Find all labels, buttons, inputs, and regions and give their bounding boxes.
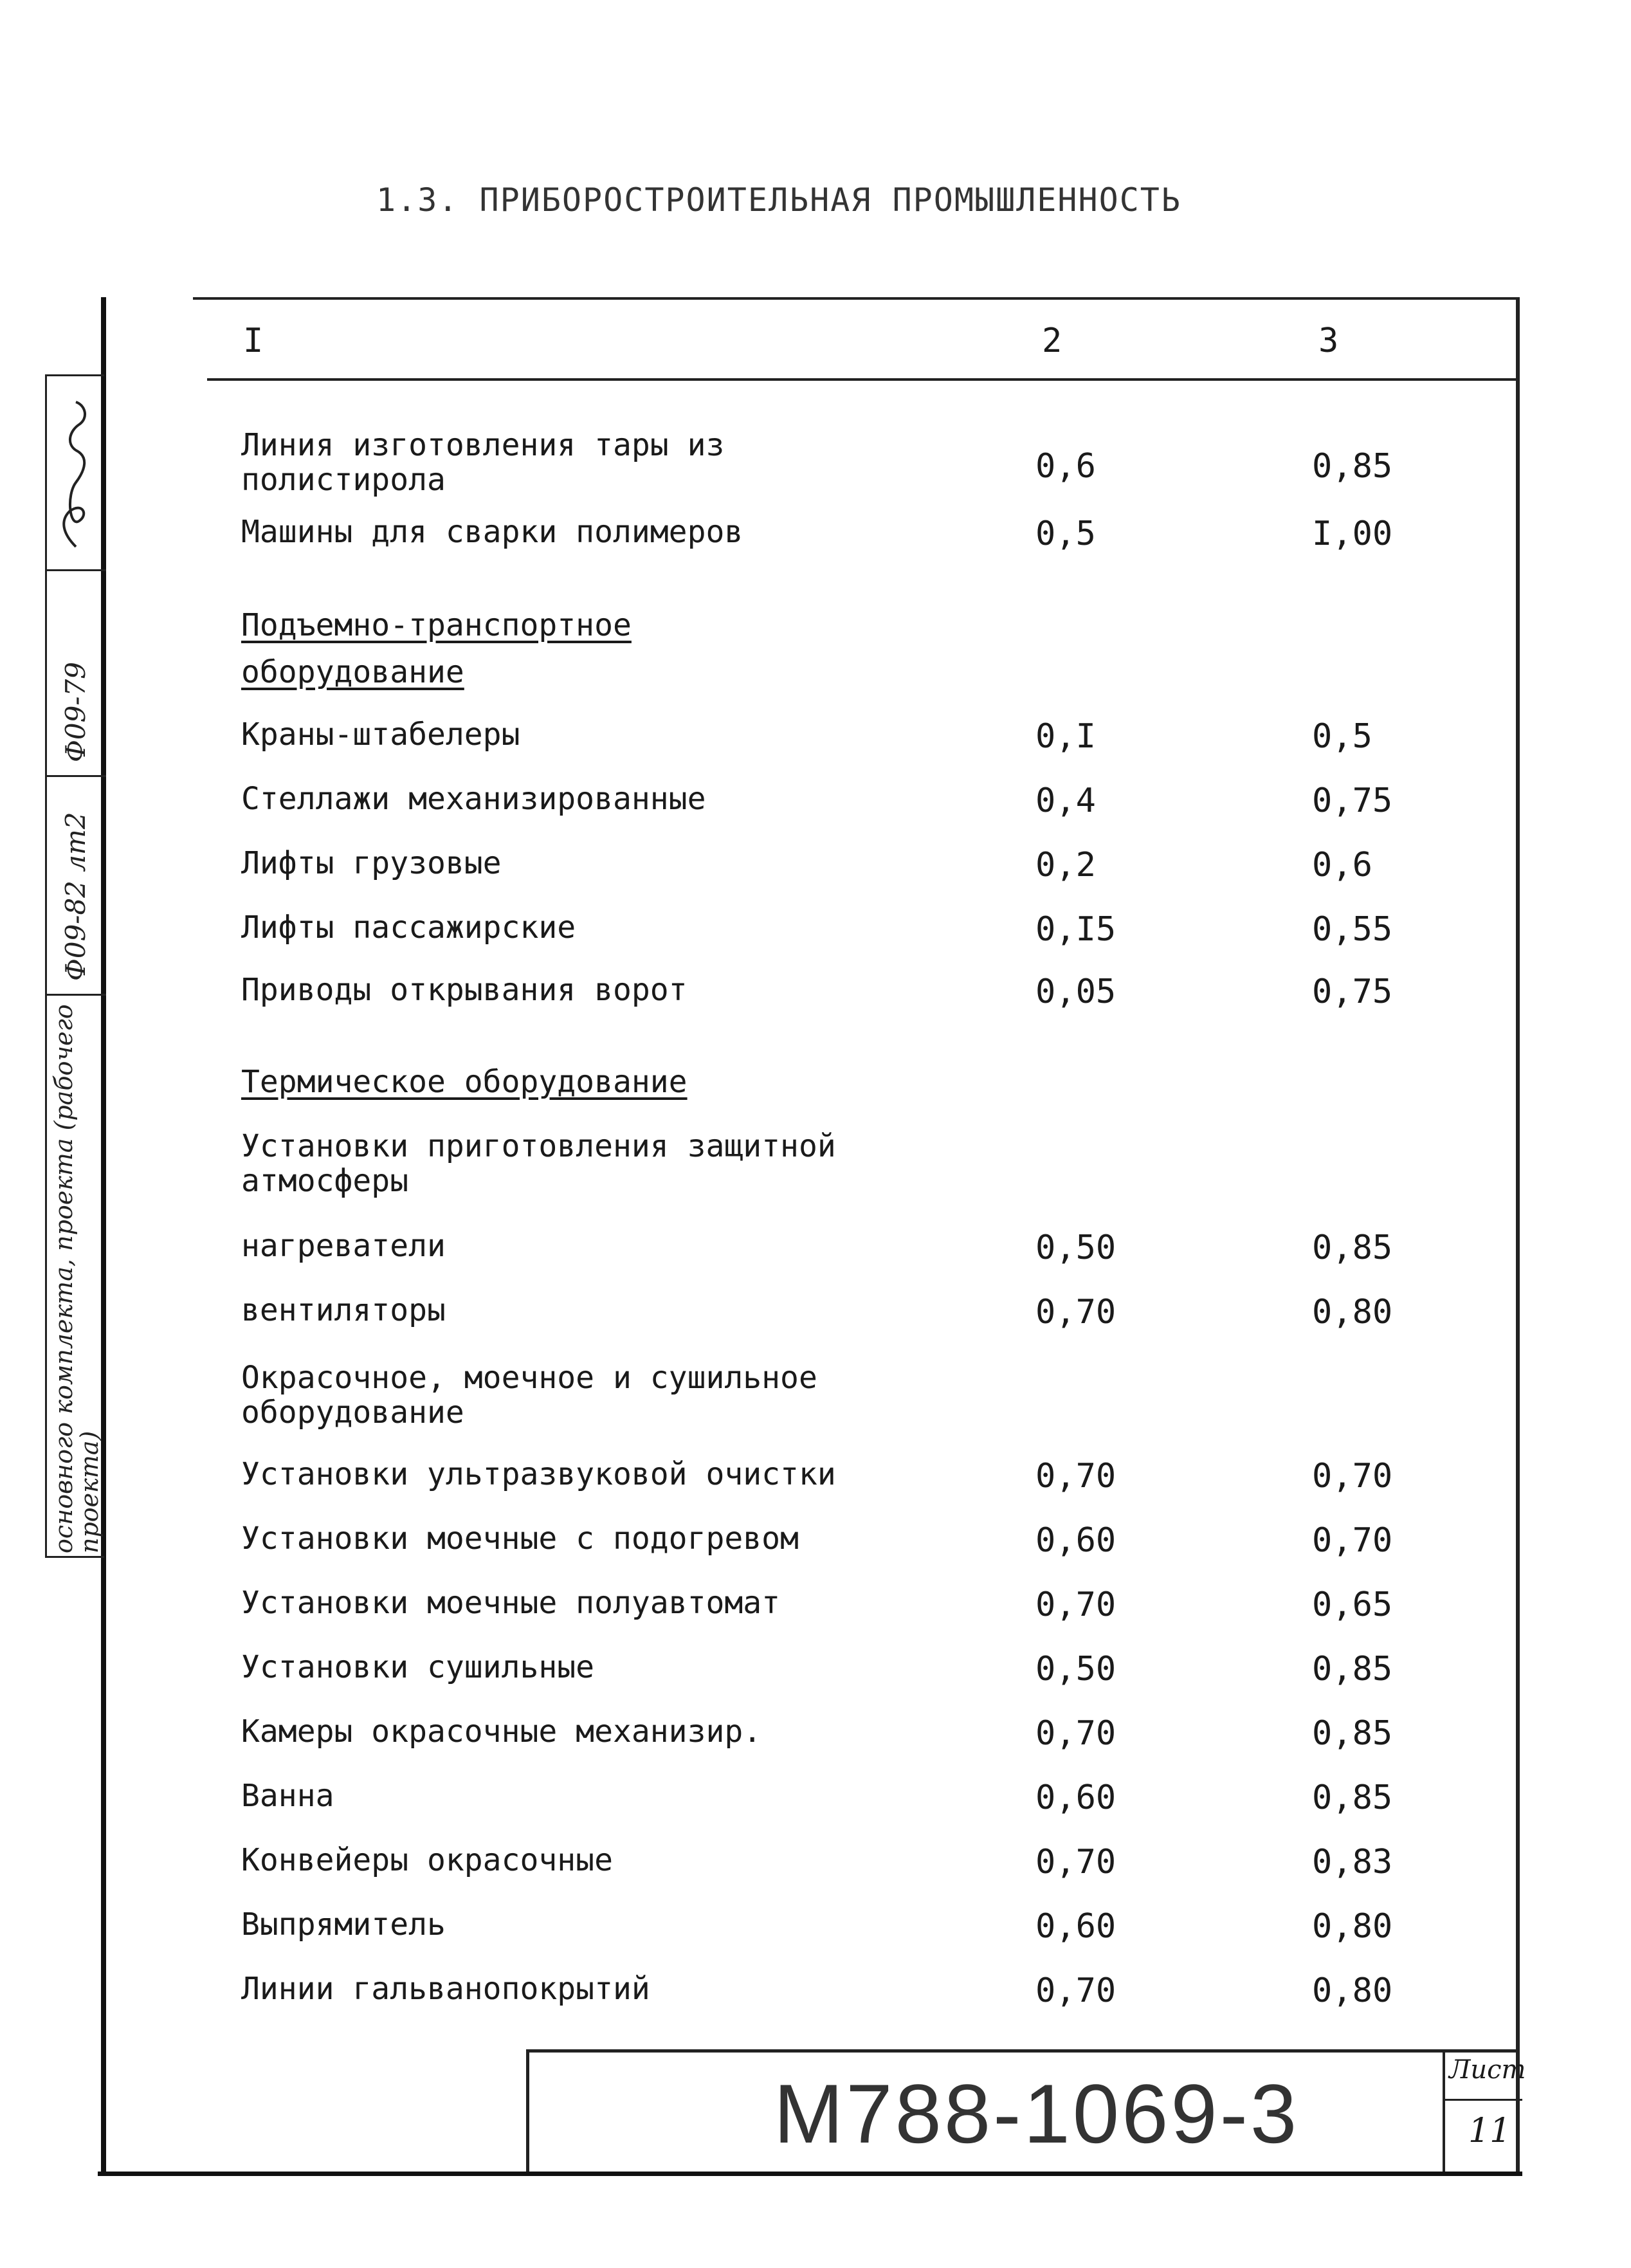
row-value-col2: 0,50 [1035,1650,1116,1688]
row-value-col2: 0,I5 [1035,910,1116,949]
row-label: Лифты пассажирские [241,910,576,946]
row-value-col3: 0,80 [1312,1971,1393,2010]
row-label: Установки сушильные [241,1649,595,1685]
row-label: Установки моечные с подогревом [241,1521,799,1557]
row-value-col3: 0,5 [1312,717,1372,756]
row-label: Выпрямитель [241,1907,446,1943]
row-label: Краны-штабелеры [241,717,520,753]
row-label: Конвейеры окрасочные [241,1842,613,1878]
row-label: вентиляторы [241,1292,446,1328]
table-top-border [193,297,1520,300]
row-value-col3: 0,75 [1312,973,1393,1011]
row-value-col2: 0,6 [1035,447,1096,486]
row-value-col2: 0,60 [1035,1779,1116,1817]
row-value-col2: 0,5 [1035,515,1096,553]
row-label: Установки приготовления защитной атмосферы [241,1128,836,1199]
row-value-col3: 0,85 [1312,1229,1393,1267]
sheet-divider [1445,2099,1522,2101]
row-value-col2: 0,70 [1035,1971,1116,2010]
column-header-3: 3 [1318,322,1339,360]
row-value-col2: 0,2 [1035,846,1096,884]
signature-icon [50,392,98,553]
row-value-col3: 0,80 [1312,1907,1393,1946]
row-label: Камеры окрасочные механизир. [241,1714,762,1750]
section-heading: Подъемно-транспортное [241,607,632,643]
row-value-col2: 0,70 [1035,1843,1116,1881]
row-label: Установки моечные полуавтомат [241,1585,781,1621]
row-value-col3: 0,85 [1312,1714,1393,1753]
frame-bottom-border [98,2172,1522,2176]
row-label: Лифты грузовые [241,845,502,881]
row-label: Приводы открывания ворот [241,972,688,1008]
header-divider [207,378,1519,381]
side-field-2: Ф09-82 лт2 [60,812,91,981]
row-value-col2: 0,50 [1035,1229,1116,1267]
row-value-col3: 0,6 [1312,846,1372,884]
side-divider [47,775,106,777]
row-value-col3: 0,55 [1312,910,1393,949]
row-value-col3: 0,85 [1312,1650,1393,1688]
section-heading: оборудование [241,654,464,690]
row-value-col2: 0,4 [1035,782,1096,820]
side-field-1: Ф09-79 [60,662,91,762]
row-label: Стеллажи механизированные [241,781,706,817]
row-value-col2: 0,60 [1035,1907,1116,1946]
sheet-label: Лист [1449,2055,1526,2085]
document-code: М788-1069-3 [774,2067,1300,2161]
row-value-col2: 0,70 [1035,1457,1116,1495]
row-label: нагреватели [241,1228,446,1264]
frame-right-border [1516,297,1520,2175]
row-value-col3: 0,85 [1312,447,1393,486]
row-label: Линия изготовления тары из полистирола [241,427,725,498]
row-value-col3: 0,80 [1312,1293,1393,1331]
sheet-box [1443,2053,1526,2172]
page-title: 1.3. ПРИБОРОСТРОИТЕЛЬНАЯ ПРОМЫШЛЕННОСТЬ [376,181,1181,219]
side-divider [47,994,106,996]
column-header-1: I [243,322,264,360]
side-divider [47,569,106,571]
row-value-col2: 0,70 [1035,1293,1116,1331]
row-label: Машины для сварки полимеров [241,514,743,550]
row-value-col3: 0,70 [1312,1521,1393,1560]
row-label: Ванна [241,1778,334,1814]
row-value-col3: 0,75 [1312,782,1393,820]
row-value-col2: 0,05 [1035,973,1116,1011]
row-value-col3: 0,83 [1312,1843,1393,1881]
row-value-col2: 0,I [1035,717,1096,756]
row-label: Установки ультразвуковой очистки [241,1456,836,1492]
row-value-col3: I,00 [1312,515,1393,553]
row-value-col3: 0,70 [1312,1457,1393,1495]
row-value-col3: 0,65 [1312,1586,1393,1624]
row-value-col2: 0,70 [1035,1714,1116,1753]
column-header-2: 2 [1042,322,1062,360]
row-label: Окрасочное, моечное и сушильное оборудование [241,1360,817,1431]
row-value-col2: 0,60 [1035,1521,1116,1560]
sheet-number: 11 [1468,2112,1511,2150]
row-value-col2: 0,70 [1035,1586,1116,1624]
row-value-col3: 0,85 [1312,1779,1393,1817]
row-label: Линии гальванопокрытий [241,1971,650,2007]
title-block [526,2049,1526,2172]
section-heading: Термическое оборудование [241,1064,688,1100]
side-field-3: основного комплекта, проекта (рабочего проекта) [50,1004,104,1553]
